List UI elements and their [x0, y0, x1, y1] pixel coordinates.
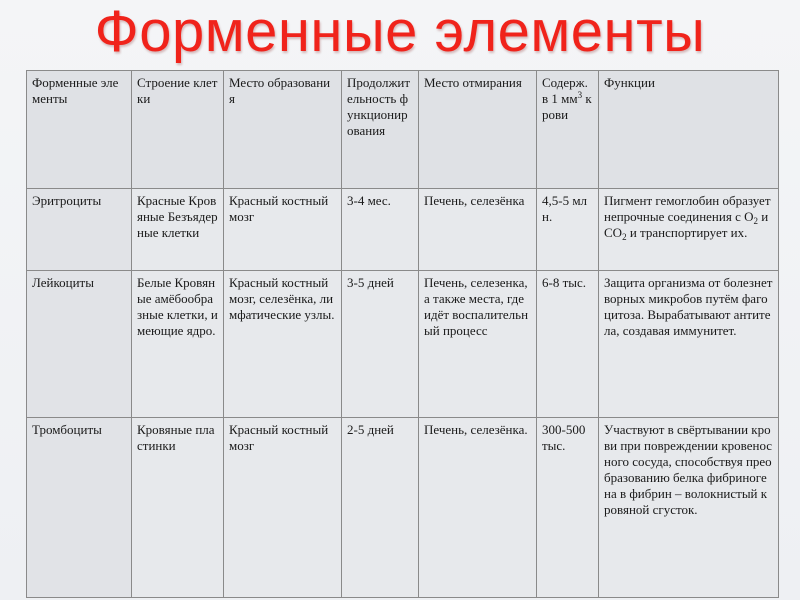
cell-formation: Красный костный мозг [224, 189, 342, 271]
cell-structure: Кровяные пластинки [132, 417, 224, 597]
header-content-sup: 3 [577, 90, 583, 100]
header-cell-content [537, 71, 599, 189]
table-row [27, 189, 779, 271]
functions-text-a: Пигмент гемоглобин образует непрочные соединения с O [604, 193, 771, 224]
cell-formation: Красный костный мозг, селезёнка, лимфатические узлы. [224, 270, 342, 417]
cell-content: 4,5-5 млн. [537, 189, 599, 271]
functions-sub-2: 2 [622, 232, 627, 242]
cell-formation: Красный костный мозг [224, 417, 342, 597]
cell-duration: 3-5 дней [342, 270, 419, 417]
header-content-tail: крови [542, 91, 592, 122]
cell-name: Лейкоциты [27, 270, 132, 417]
cell-death: Печень, селезёнка. [419, 417, 537, 597]
cell-duration: 3-4 мес. [342, 189, 419, 271]
header-row [27, 71, 779, 189]
cell-content: 300-500 тыс. [537, 417, 599, 597]
table-row [27, 270, 779, 417]
cell-functions: Защита организма от болезнетворных микробов путём фагоцитоза. Вырабатывают антитела, создавая иммунитет. [599, 270, 779, 417]
functions-text-c: и транспортирует их. [626, 225, 748, 240]
header-cell-elements: Форменные элементы [27, 71, 132, 189]
table-row [27, 417, 779, 597]
header-cell-structure: Строение клетки [132, 71, 224, 189]
cell-structure: Белые Кровяные амёбообразные клетки, имеющие ядро. [132, 270, 224, 417]
header-cell-duration: Продолжительность функционирования [342, 71, 419, 189]
header-cell-formation: Место образования [224, 71, 342, 189]
blood-cells-table [26, 70, 779, 598]
cell-death: Печень, селезёнка [419, 189, 537, 271]
cell-functions: Участвуют в свёртывании крови при повреждении кровеносного сосуда, способствуя преобразованию белка фибриногена в фибрин – волокнистый кровяной сгусток. [599, 417, 779, 597]
page-title: Форменные элементы [94, 0, 706, 64]
cell-content: 6-8 тыс. [537, 270, 599, 417]
cell-name: Эритроциты [27, 189, 132, 271]
cell-structure: Красные Кровяные Безъядерные клетки [132, 189, 224, 271]
functions-sub-1: 2 [753, 216, 758, 226]
cell-duration: 2-5 дней [342, 417, 419, 597]
header-cell-death: Место отмирания [419, 71, 537, 189]
header-content-text: Содерж. в 1 мм [542, 75, 588, 106]
functions-text-b: и CO [604, 209, 769, 240]
header-cell-functions: Функции [599, 71, 779, 189]
cell-name: Тромбоциты [27, 417, 132, 597]
cell-death: Печень, селезенка, а также места, где идёт воспалительный процесс [419, 270, 537, 417]
cell-functions [599, 189, 779, 271]
